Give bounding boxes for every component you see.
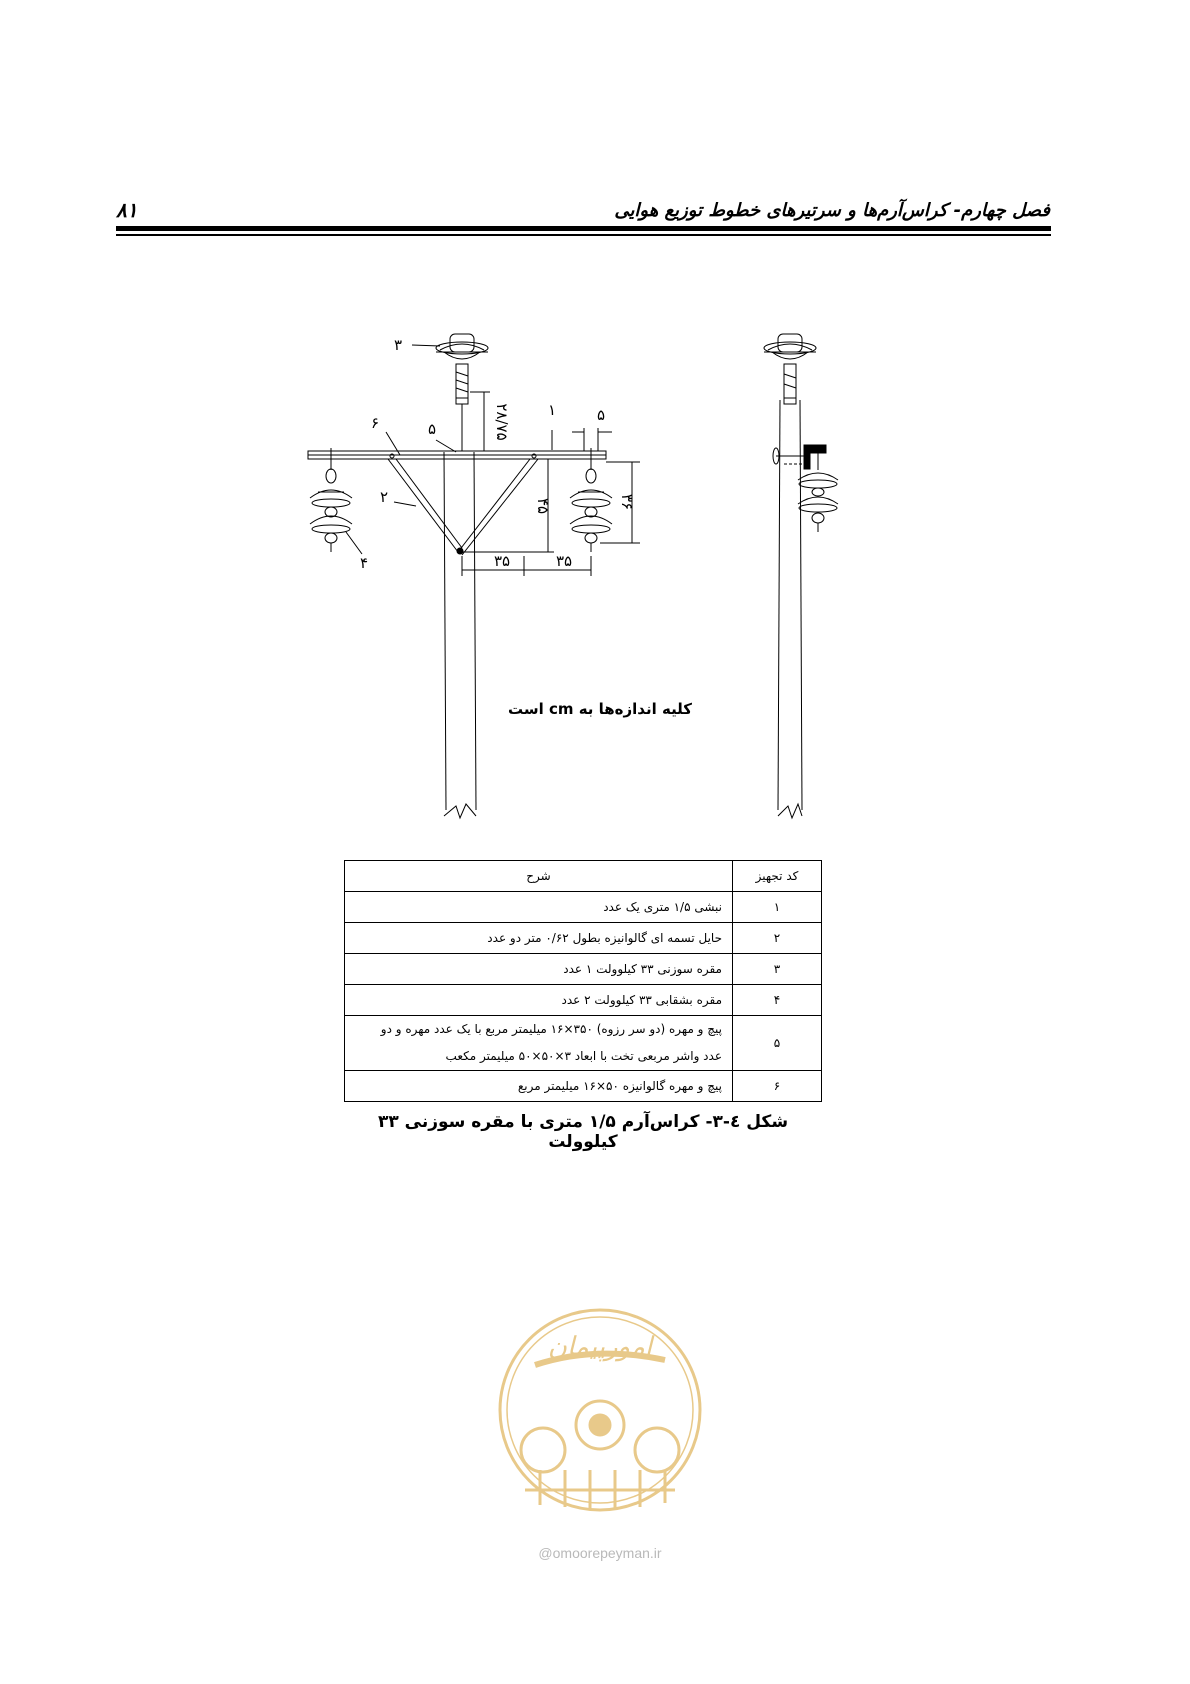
dim-span-left: ۳۵: [493, 552, 511, 570]
suspension-string-right: [570, 448, 612, 552]
label-part-3: ۳: [393, 336, 403, 354]
watermark-logo: [495, 1275, 705, 1545]
dim-brace-drop: ۴۵: [534, 497, 552, 515]
row-code: ۲: [733, 923, 822, 954]
table-row: [345, 892, 822, 923]
suspension-string-left: [310, 448, 352, 552]
crossarm-angle: [308, 451, 606, 459]
chapter-title: فصل چهارم- کراس‌آرم‌ها و سرتیرهای خطوط توزیع هوایی: [614, 200, 1050, 221]
label-part-1: ۱: [547, 401, 557, 419]
row-code: ۶: [733, 1071, 822, 1102]
dim-string-drop: ۳۶: [618, 493, 636, 511]
table-row: [345, 1071, 822, 1102]
pole-side: [778, 400, 802, 818]
row-description: مقره بشقابی ۳۳ کیلوولت ۲ عدد: [345, 985, 733, 1016]
pin-insulator-side: [764, 334, 816, 404]
table-header-row: [345, 861, 822, 892]
table-row: [345, 954, 822, 985]
leader-lines: [346, 345, 552, 554]
row-description: حایل تسمه ای گالوانیزه بطول ۰/۶۲ متر دو عدد: [345, 923, 733, 954]
dim-span-right: ۳۵: [555, 552, 573, 570]
table-row: [345, 1016, 822, 1071]
page-number: ۸۱: [116, 198, 138, 222]
label-part-6: ۶: [370, 414, 380, 432]
label-part-2: ۲: [379, 488, 389, 506]
dim-clearance-5: ۵: [596, 406, 606, 424]
label-part-5: ۵: [427, 420, 437, 438]
table-row: [345, 985, 822, 1016]
row-description: [345, 1016, 733, 1071]
dim-insulator-height: ۲۸/۷۵: [493, 403, 511, 441]
row-description: پیچ و مهره گالوانیزه ۵۰×۱۶ میلیمتر مربع: [345, 1071, 733, 1102]
watermark-logo-text: امورپیمان: [547, 1332, 653, 1362]
equipment-table: [344, 860, 822, 1102]
pole-front: [444, 452, 476, 818]
table-row: [345, 923, 822, 954]
header-description: شرح: [345, 861, 733, 892]
units-note: کلیه اندازه‌ها به cm است: [507, 700, 693, 718]
row-code: ۱: [733, 892, 822, 923]
header-code: کد تجهیز: [733, 861, 822, 892]
row-code: ۴: [733, 985, 822, 1016]
row-code: ۳: [733, 954, 822, 985]
row-description: مقره سوزنی ۳۳ کیلوولت ۱ عدد: [345, 954, 733, 985]
row-description-line2: عدد واشر مربعی تخت با ابعاد ۳×۵۰×۵۰ میلیمتر مکعب: [445, 1049, 722, 1063]
row-description: نبشی ۱/۵ متری یک عدد: [345, 892, 733, 923]
row-code: ۵: [733, 1016, 822, 1071]
watermark-site: @omoorepeyman.ir: [538, 1545, 662, 1561]
row-description-line1: پیچ و مهره (دو سر رزوه) ۳۵۰×۱۶ میلیمتر مربع با یک عدد مهره و دو: [380, 1022, 722, 1036]
label-part-4: ۴: [359, 554, 369, 572]
dimension-lines: [462, 392, 640, 576]
figure-caption: شکل ٤-۳- کراس‌آرم ۱/۵ متری با مقره سوزنی ۳۳ کیلوولت: [377, 1112, 789, 1152]
